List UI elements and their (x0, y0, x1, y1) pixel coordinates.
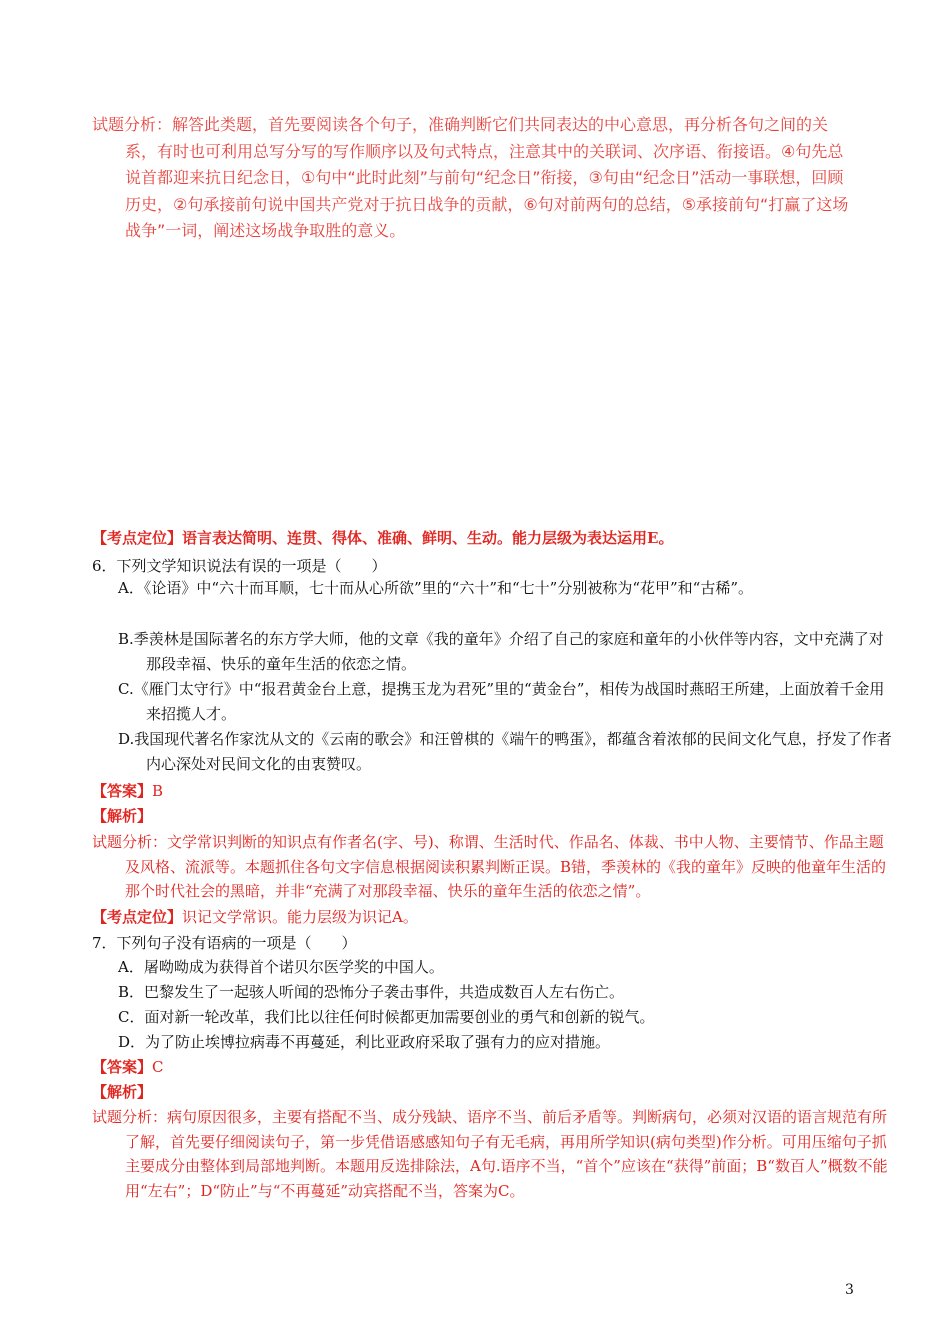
q7-option-d: D．为了防止埃博拉病毒不再蔓延，利比亚政府采取了强有力的应对措施。 (118, 1033, 611, 1051)
q7-analysis: 试题分析：病句原因很多，主要有搭配不当、成分残缺、语序不当、前后矛盾等。判断病句，必须对汉语的语言规范有所了解，首先要仔细阅读句子，第一步凭借语感感知句子有无毛病，再用所学知识(病句类型)作分析。可用压缩句子抓主要成分由整体到局部地判断。本题用反选排除法，A句.语序不当，“首个”应该在“获得”前面；B“数百人”概数不能用“左右”；D“防止”与“不再蔓延”动宾搭配不当，答案为C。 (92, 1108, 888, 1200)
q6-kaodian-label: 【考点定位】 (92, 908, 183, 926)
q7-option-b: B．巴黎发生了一起骇人听闻的恐怖分子袭击事件，共造成数百人左右伤亡。 (118, 983, 625, 1001)
q6-analysis-heading (92, 805, 152, 827)
q6-answer-label: 【答案】 (92, 782, 153, 800)
q6-stem: 6．下列文学知识说法有误的一项是（ ） (92, 557, 387, 575)
kaodian-1 (92, 527, 673, 549)
q6-option-c: C.《雁门太守行》中“报君黄金台上意，提携玉龙为君死”里的“黄金台”，相传为战国时燕昭王所建，上面放着千金用来招揽人才。 (118, 680, 885, 723)
q7-analysis-label: 【解析】 (92, 1083, 153, 1101)
q7-answer (92, 1056, 164, 1078)
q7-option-a: A．屠呦呦成为获得首个诺贝尔医学奖的中国人。 (118, 958, 444, 976)
q7-answer-label: 【答案】 (92, 1058, 153, 1076)
q6-analysis-label: 【解析】 (92, 807, 153, 825)
q7-answer-value: C (152, 1058, 164, 1076)
q6-option-a: A．《论语》中“六十而耳顺，七十而从心所欲”里的“六十”和“七十”分别被称为“花甲”和“古稀”。 (118, 579, 754, 597)
q7-option-c: C．面对新一轮改革，我们比以往任何时候都更加需要创业的勇气和创新的锐气。 (118, 1008, 655, 1026)
top-analysis (92, 112, 852, 245)
q7-stem: 7．下列句子没有语病的一项是（ ） (92, 934, 357, 952)
q6-answer (92, 780, 163, 802)
q6-kaodian (92, 906, 418, 928)
page-number: 3 (845, 1282, 854, 1298)
kaodian-1-label: 【考点定位】 (92, 529, 183, 547)
q6-answer-value: B (152, 782, 164, 800)
q6-analysis: 试题分析：文学常识判断的知识点有作者名(字、号)、称谓、生活时代、作品名、体裁、书中人物、主要情节、作品主题及风格、流派等。本题抓住各句文字信息根据阅读积累判断正误。B错，季羡林的《我的童年》反映的他童年生活的那个时代社会的黑暗，并非“充满了对那段幸福、快乐的童年生活的依恋之情”。 (92, 833, 887, 900)
q7-analysis-heading (92, 1081, 152, 1103)
q6-kaodian-text: 识记文学常识。能力层级为识记A。 (182, 908, 418, 926)
q6-option-b: B.季羡林是国际著名的东方学大师，他的文章《我的童年》介绍了自己的家庭和童年的小伙伴等内容，文中充满了对那段幸福、快乐的童年生活的依恋之情。 (118, 630, 884, 673)
q6-option-d: D.我国现代著名作家沈从文的《云南的歌会》和汪曾棋的《端午的鸭蛋》，都蕴含着浓郁的民间文化气息，抒发了作者内心深处对民间文化的由衷赞叹。 (118, 730, 892, 773)
top-analysis-text: 试题分析：解答此类题，首先要阅读各个句子，准确判断它们共同表达的中心意思，再分析各句之间的关系，有时也可利用总写分写的写作顺序以及句式特点，注意其中的关联词、次序语、衔接语。④句先总说首都迎来抗日纪念日，①句中“此时此刻”与前句“纪念日”衔接，③句由“纪念日”活动一事联想，回顾历史，②句承接前句说中国共产党对于抗日战争的贡献，⑥句对前两句的总结，⑤承接前句“打赢了这场战争”一词，阐述这场战争取胜的意义。 (92, 115, 849, 240)
kaodian-1-text: 语言表达简明、连贯、得体、准确、鲜明、生动。能力层级为表达运用E。 (182, 529, 674, 547)
